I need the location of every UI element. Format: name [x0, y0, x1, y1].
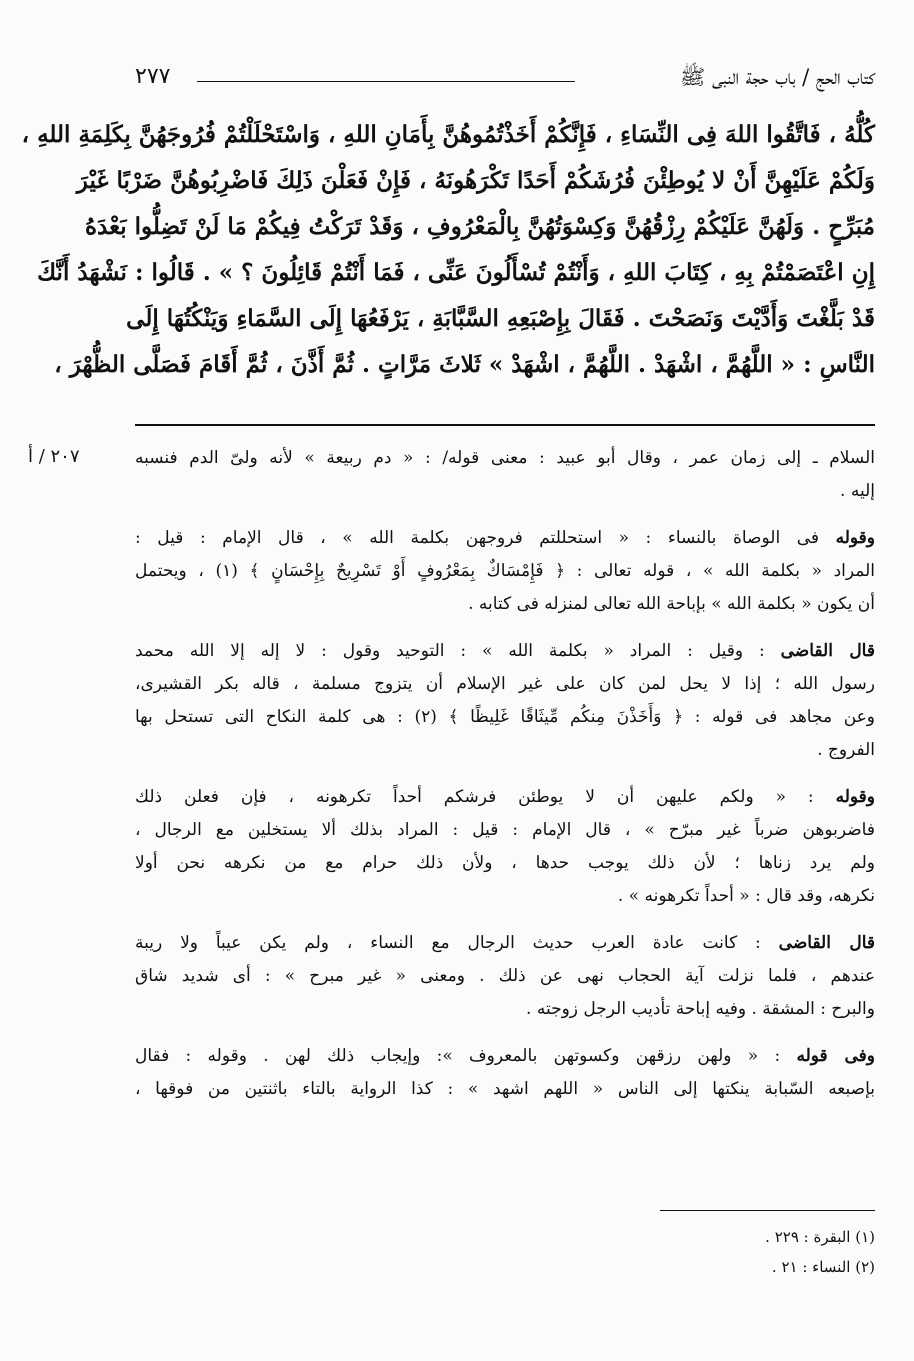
commentary-line — [135, 781, 875, 814]
line-text: ولم يرد زناها ؛ لأن ذلك يوجب حدها ، ولأن ذلك حرام مع من نكرهه نحن أولا — [135, 853, 875, 873]
line-text: المراد « بكلمة الله » ، قوله تعالى : ﴿ فَإِمْسَاكٌ بِمَعْرُوفٍ أَوْ تَسْرِيحٌ بِإِحْسَانٍ ﴾ (١) ، ويحتمل — [135, 561, 875, 581]
footnotes — [660, 1222, 875, 1282]
running-header — [135, 60, 875, 100]
line-text: الفروج . — [817, 740, 875, 760]
commentary-line — [135, 555, 875, 588]
hadith-line: كُلُّهُ ، فَاتَّقُوا اللهَ فِى النِّسَاءِ ، فَإِنَّكُمْ أَخَذْتُمُوهُنَّ بِأَمَانِ اللهِ ، وَاسْتَحْلَلْتُمْ فُرُوجَهُنَّ بِكَلِمَةِ اللهِ ، — [21, 121, 875, 148]
line-text: إليه . — [840, 481, 875, 501]
section-separator — [135, 424, 875, 426]
line-text: رسول الله ؛ إذا لا يحل لمن كان على غير الإسلام أن يتزوج مسلمة ، قاله بكر القشيرى، — [135, 674, 875, 694]
line-lead: وقوله — [835, 528, 875, 548]
commentary-line — [135, 668, 875, 701]
margin-folio-note: ٢٠٧ / أ — [28, 446, 80, 467]
commentary-line — [135, 522, 875, 555]
line-text: : كانت عادة العرب حديث الرجال مع النساء ، ولم يكن عيباً ولا ريبة — [135, 933, 779, 953]
line-text: : وقيل : المراد « بكلمة الله » : التوحيد وقول : لا إله إلا الله محمد — [135, 641, 781, 661]
commentary-line — [135, 927, 875, 960]
commentary-paragraph — [135, 1040, 875, 1106]
hadith-line: النَّاسِ : « اللَّهُمَّ ، اشْهَدْ . اللَّهُمَّ ، اشْهَدْ » ثَلاثَ مَرَّاتٍ . ثُمَّ أَذَّنَ ، ثُمَّ أَقَامَ فَصَلَّى الظُّهْرَ ، — [54, 351, 875, 378]
hadith-text — [21, 112, 875, 388]
line-text: أن يكون « بكلمة الله » بإباحة الله تعالى لمنزله فى كتابه . — [468, 594, 875, 614]
commentary-line — [135, 1040, 875, 1073]
line-lead: قال القاضى — [780, 641, 875, 661]
line-text: فى الوصاة بالنساء : « استحللتم فروجهن بكلمة الله » ، قال الإمام : قيل : — [135, 528, 836, 548]
line-text: فاضربوهن ضرباً غير مبرّح » ، قال الإمام : قيل : المراد بذلك ألا يستخلين مع الرجال ، — [135, 820, 875, 840]
line-text: والبرح : المشقة . وفيه إباحة تأديب الرجل زوجته . — [526, 999, 875, 1019]
hadith-line: وَلَكُمْ عَلَيْهِنَّ أَنْ لا يُوطِئْنَ فُرُشَكُمْ أَحَدًا تَكْرَهُونَهُ ، فَإِنْ فَعَلْنَ ذَلِكَ فَاضْرِبُوهُنَّ ضَرْبًا غَيْرَ — [76, 167, 875, 194]
commentary-paragraph — [135, 522, 875, 621]
commentary-line — [135, 475, 875, 508]
line-lead: قال القاضى — [778, 933, 875, 953]
hadith-line: قَدْ بَلَّغْتَ وَأَدَّيْتَ وَنَصَحْتَ . فَقَالَ بِإِصْبَعِهِ السَّبَّابَةِ ، يَرْفَعُهَا إِلَى السَّمَاءِ وَيَنْكُتُهَا إِلَى — [126, 305, 875, 332]
commentary-line — [135, 880, 875, 913]
line-text: : « ولهن رزقهن وكسوتهن بالمعروف »: وإيجاب ذلك لهن . وقوله : فقال — [135, 1046, 797, 1066]
hadith-line: مُبَرِّحٍ . وَلَهُنَّ عَلَيْكُمْ رِزْقُهُنَّ وَكِسْوَتُهُنَّ بِالْمَعْرُوفِ ، وَقَدْ تَرَكْتُ فِيكُمْ مَا لَنْ تَضِلُّوا بَعْدَهُ — [84, 213, 875, 240]
line-text: بإصبعه السّبابة ينكتها إلى الناس « اللهم اشهد » : كذا الرواية بالتاء باثنتين من فوقها ، — [135, 1079, 875, 1099]
footnote-rule — [660, 1210, 875, 1211]
commentary-paragraph — [135, 635, 875, 767]
commentary-line — [135, 635, 875, 668]
line-text: : « ولكم عليهن أن لا يوطئن فرشكم أحداً تكرهونه ، فإن فعلن ذلك — [135, 787, 836, 807]
commentary-paragraph — [135, 442, 875, 508]
line-text: نكرهه، وقد قال : « أحداً تكرهونه » . — [617, 886, 875, 906]
commentary-line — [135, 847, 875, 880]
line-text: عندهم ، فلما نزلت آية الحجاب نهى عن ذلك . ومعنى « غير مبرح » : أى شديد شاق — [135, 966, 875, 986]
line-lead: وقوله — [835, 787, 875, 807]
commentary-line — [135, 588, 875, 621]
line-text: وعن مجاهد فى قوله : ﴿ وَأَخَذْنَ مِنكُم مِّيثَاقًا غَلِيظًا ﴾ (٢) : هى كلمة النكاح التى تستحل بها — [135, 707, 875, 727]
header-title: كتاب الحج / باب حجة النبى ﷺ — [679, 65, 875, 89]
line-lead: وفى قوله — [796, 1046, 875, 1066]
page-number: ٢٧٧ — [135, 64, 171, 89]
commentary-paragraph — [135, 781, 875, 913]
footnote: (٢) النساء : ٢١ . — [771, 1258, 875, 1276]
commentary-line — [135, 1073, 875, 1106]
commentary-line — [135, 960, 875, 993]
commentary-line — [135, 993, 875, 1026]
commentary-paragraph — [135, 927, 875, 1026]
hadith-line: إِنِ اعْتَصَمْتُمْ بِهِ ، كِتَابَ اللهِ ، وَأَنْتُمْ تُسْأَلُونَ عَنِّى ، فَمَا أَنْتُمْ قَائِلُونَ ؟ » . قَالُوا : نَشْهَدُ أَنَّكَ — [37, 259, 875, 286]
commentary-line — [135, 442, 875, 475]
commentary-line — [135, 734, 875, 767]
header-rule — [197, 81, 575, 82]
footnote: (١) البقرة : ٢٢٩ . — [765, 1228, 875, 1246]
commentary — [135, 442, 875, 1120]
commentary-line — [135, 814, 875, 847]
line-text: السلام ـ إلى زمان عمر ، وقال أبو عبيد : معنى قوله/ : « دم ربيعة » لأنه ولىّ الدم فنسبه — [135, 448, 875, 468]
commentary-line — [135, 701, 875, 734]
